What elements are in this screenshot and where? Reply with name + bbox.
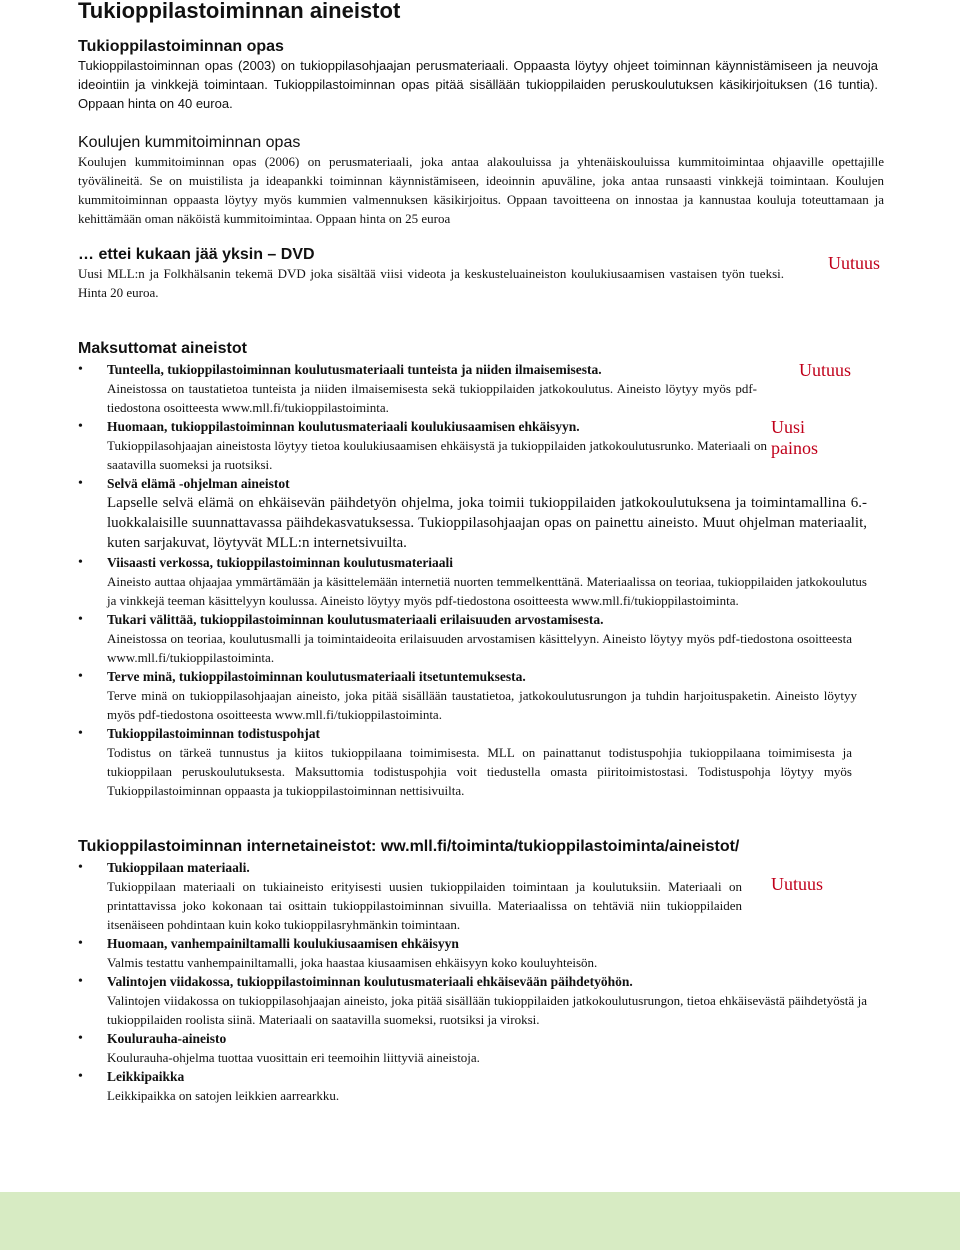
section-maksuttomat: [78, 340, 867, 800]
list-item: [78, 610, 852, 667]
list-item: [78, 972, 868, 1029]
bullet-icon: •: [78, 1031, 83, 1046]
list-item-title: Tukioppilastoiminnan todistuspohjat: [107, 726, 320, 741]
list-item: [78, 858, 868, 934]
badge-uutuus-dvd: Uutuus: [828, 253, 881, 273]
section-heading-opas: Tukioppilastoiminnan opas: [78, 38, 284, 55]
list-item-description: Todistus on tärkeä tunnustus ja kiitos tukioppilaana toimimisesta. MLL on painattanut todistuspohjia tukioppilaana toimimisesta ja tukioppilaan peruskoulutuksesta. Maksuttomia todistuspohjia voit tiedustella omasta piiritoimistostasi. Todistuspohja löytyy myös Tukioppilastoiminnan oppaasta ja tukioppilastoiminnan nettisivuilta.: [107, 745, 852, 798]
list-item: [78, 1067, 868, 1105]
bullet-icon: •: [78, 974, 83, 989]
list-item: [78, 1029, 868, 1067]
list-item-title: Tukioppilaan materiaali.: [107, 860, 250, 875]
section-heading-maksuttomat: Maksuttomat aineistot: [78, 340, 247, 357]
badge-uutuus: Uutuus: [771, 874, 824, 894]
bullet-icon: •: [78, 936, 83, 951]
page-title: Tukioppilastoiminnan aineistot: [78, 0, 401, 23]
badge-uutuus: Uutuus: [799, 360, 852, 380]
bullet-icon: •: [78, 362, 83, 377]
list-item-title: Huomaan, vanhempainiltamalli koulukiusaamisen ehkäisyyn: [107, 936, 459, 951]
section-kummi: [78, 134, 884, 228]
footer-band: [0, 1192, 960, 1250]
bullet-icon: •: [78, 1069, 83, 1084]
list-item-description: Koulurauha-ohjelma tuottaa vuosittain eri teemoihin liittyviä aineistoja.: [107, 1050, 480, 1065]
list-item: [78, 724, 852, 800]
list-item-title: Leikkipaikka: [107, 1069, 185, 1084]
list-item-description: Valmis testattu vanhempainiltamalli, joka haastaa kiusaamisen ehkäisyyn koko kouluyhteisön.: [107, 955, 598, 970]
list-item-title: Tunteella, tukioppilastoiminnan koulutusmateriaali tunteista ja niiden ilmaisemisesta.: [107, 362, 602, 377]
list-item-title: Tukari välittää, tukioppilastoiminnan koulutusmateriaali erilaisuuden arvostamisesta.: [107, 612, 604, 627]
list-item-title: Koulurauha-aineisto: [107, 1031, 227, 1046]
bullet-icon: •: [78, 612, 83, 627]
bullet-icon: •: [78, 860, 83, 875]
list-item: [78, 667, 857, 724]
bullet-icon: •: [78, 726, 83, 741]
section-text-dvd: Uusi MLL:n ja Folkhälsanin tekemä DVD joka sisältää viisi videota ja keskusteluaineiston koulukiusaamisen vastaisen työn tueksi. Hinta 20 euroa.: [78, 266, 784, 300]
section-heading-dvd: … ettei kukaan jää yksin – DVD: [78, 246, 315, 263]
list-item-title: Viisaasti verkossa, tukioppilastoiminnan koulutusmateriaali: [107, 555, 454, 570]
bullet-icon: •: [78, 555, 83, 570]
section-text-opas: Tukioppilastoiminnan opas (2003) on tukioppilasohjaajan perusmateriaali. Oppaasta löytyy ohjeet toiminnan käynnistämiseen ja neuvoja ideointiin ja vinkkejä toimintaan. Tukioppilastoiminnan opas pitää sisällään tukioppilaiden peruskoulutuksen käsikirjoituksen (16 tuntia). Oppaan hinta on 40 euroa.: [78, 58, 878, 111]
section-opas: [78, 38, 878, 113]
bullet-icon: •: [78, 419, 83, 434]
list-item-title: Huomaan, tukioppilastoiminnan koulutusmateriaali koulukiusaamisen ehkäisyyn.: [107, 419, 580, 434]
list-item-description: Leikkipaikka on satojen leikkien aarrearkku.: [107, 1088, 340, 1103]
list-item-description: Terve minä on tukioppilasohjaajan aineisto, joka pitää sisällään taustatietoa, jatkokoulutusrungon ja tuhdin harjoituspaketin. Aineisto löytyy myös pdf-tiedostona osoitteesta www.mll.fi/tukioppilastoiminta.: [107, 688, 857, 722]
section-internet: [78, 838, 868, 1105]
maksuttomat-list: [78, 360, 867, 800]
list-item-title: Valintojen viidakossa, tukioppilastoiminnan koulutusmateriaali ehkäisevään päihdetyöhön.: [107, 974, 633, 989]
bullet-icon: •: [78, 669, 83, 684]
section-text-kummi: Koulujen kummitoiminnan opas (2006) on perusmateriaali, joka antaa alakouluissa ja yhtenäiskouluissa kummitoimintaa ohjaaville opettajille työvälineitä. Se on muistilista ja ideapankki toiminnan käynnistämiseen, ideoinnin apuväline, joka antaa runsaasti vinkkejä toimintaan. Koulujen kummitoiminnan oppaasta löytyy myös kummien valmennuksen käsikirjoitus. Oppaan tavoitteena on innostaa ja kannustaa kouluja toteuttamaan ja kehittämään oman näköistä kummitoimintaa. Oppaan hinta on 25 euroa: [78, 154, 884, 226]
list-item-description: Aineistossa on teoriaa, koulutusmalli ja toimintaideoita erilaisuuden arvostamisen käsittelyyn. Aineisto löytyy myös pdf-tiedostona osoitteesta www.mll.fi/tukioppilastoiminta.: [107, 631, 852, 665]
section-dvd: [78, 246, 784, 302]
badge-uusi-painos: Uusi painos: [771, 417, 818, 458]
bullet-icon: •: [78, 476, 83, 491]
list-item-title: Terve minä, tukioppilastoiminnan koulutusmateriaali itsetuntemuksesta.: [107, 669, 526, 684]
list-item: [78, 474, 867, 553]
list-item-description: Valintojen viidakossa on tukioppilasohjaajan aineisto, joka pitää sisällään tukioppilaiden jatkokoulutusrungon, tietoa ehkäisevästä päihdetyöstä ja tukioppilaiden roolista siinä. Materiaali on saatavilla suomeksi, ruotsiksi ja viroksi.: [107, 993, 867, 1027]
section-heading-kummi: Koulujen kummitoiminnan opas: [78, 134, 301, 151]
list-item-description: Tukioppilasohjaajan aineistosta löytyy tietoa koulukiusaamisen ehkäisystä ja tukioppilaiden jatkokoulutusrunko. Materiaali on saatavilla suomeksi ja ruotsiksi.: [107, 438, 767, 472]
section-heading-internet: Tukioppilastoiminnan internetaineistot: ww.mll.fi/toiminta/tukioppilastoiminta/aineistot/: [78, 838, 740, 855]
list-item: [78, 417, 818, 474]
list-item-description: Lapselle selvä elämä on ehkäisevän päihdetyön ohjelma, joka toimii tukioppilaiden jatkokoulutuksena ja toimintamallina 6.-luokkalaisille suunnattavassa päihdekasvatuksessa. Tukioppilasohjaajan opas on painettu aineisto. Muut ohjelman materiaalit, kuten sarjakuvat, löytyvät MLL:n internetsivuilta.: [107, 495, 867, 551]
list-item: [78, 934, 868, 972]
list-item: [78, 360, 852, 417]
list-item-description: Aineistossa on taustatietoa tunteista ja niiden ilmaisemisesta sekä tukioppilaiden jatkokoulutus. Aineisto löytyy myös pdf-tiedostona osoitteesta www.mll.fi/tukioppilastoiminta.: [107, 381, 757, 415]
list-item-title: Selvä elämä -ohjelman aineistot: [107, 476, 290, 491]
list-item-description: Tukioppilaan materiaali on tukiaineisto erityisesti uusien tukioppilaiden toimintaan ja koulutuksiin. Materiaali on printattavissa joko kokonaan tai osittain tukioppilastoiminnan sivuilla. Materiaalissa on tehtäviä niin tukioppilaiden itsenäiseen pohdintaan kuin koko tukioppilasryhmänkin toimintaan.: [107, 879, 742, 932]
internet-list: [78, 858, 868, 1105]
list-item-description: Aineisto auttaa ohjaajaa ymmärtämään ja käsittelemään internetiä nuorten temmelkenttänä. Materiaalissa on teoriaa, tukioppilaiden jatkokoulutus ja vinkkejä teeman käsittelyyn koulussa. Aineisto löytyy myös pdf-tiedostona osoitteesta www.mll.fi/tukioppilastoiminta.: [107, 574, 867, 608]
list-item: [78, 553, 867, 610]
